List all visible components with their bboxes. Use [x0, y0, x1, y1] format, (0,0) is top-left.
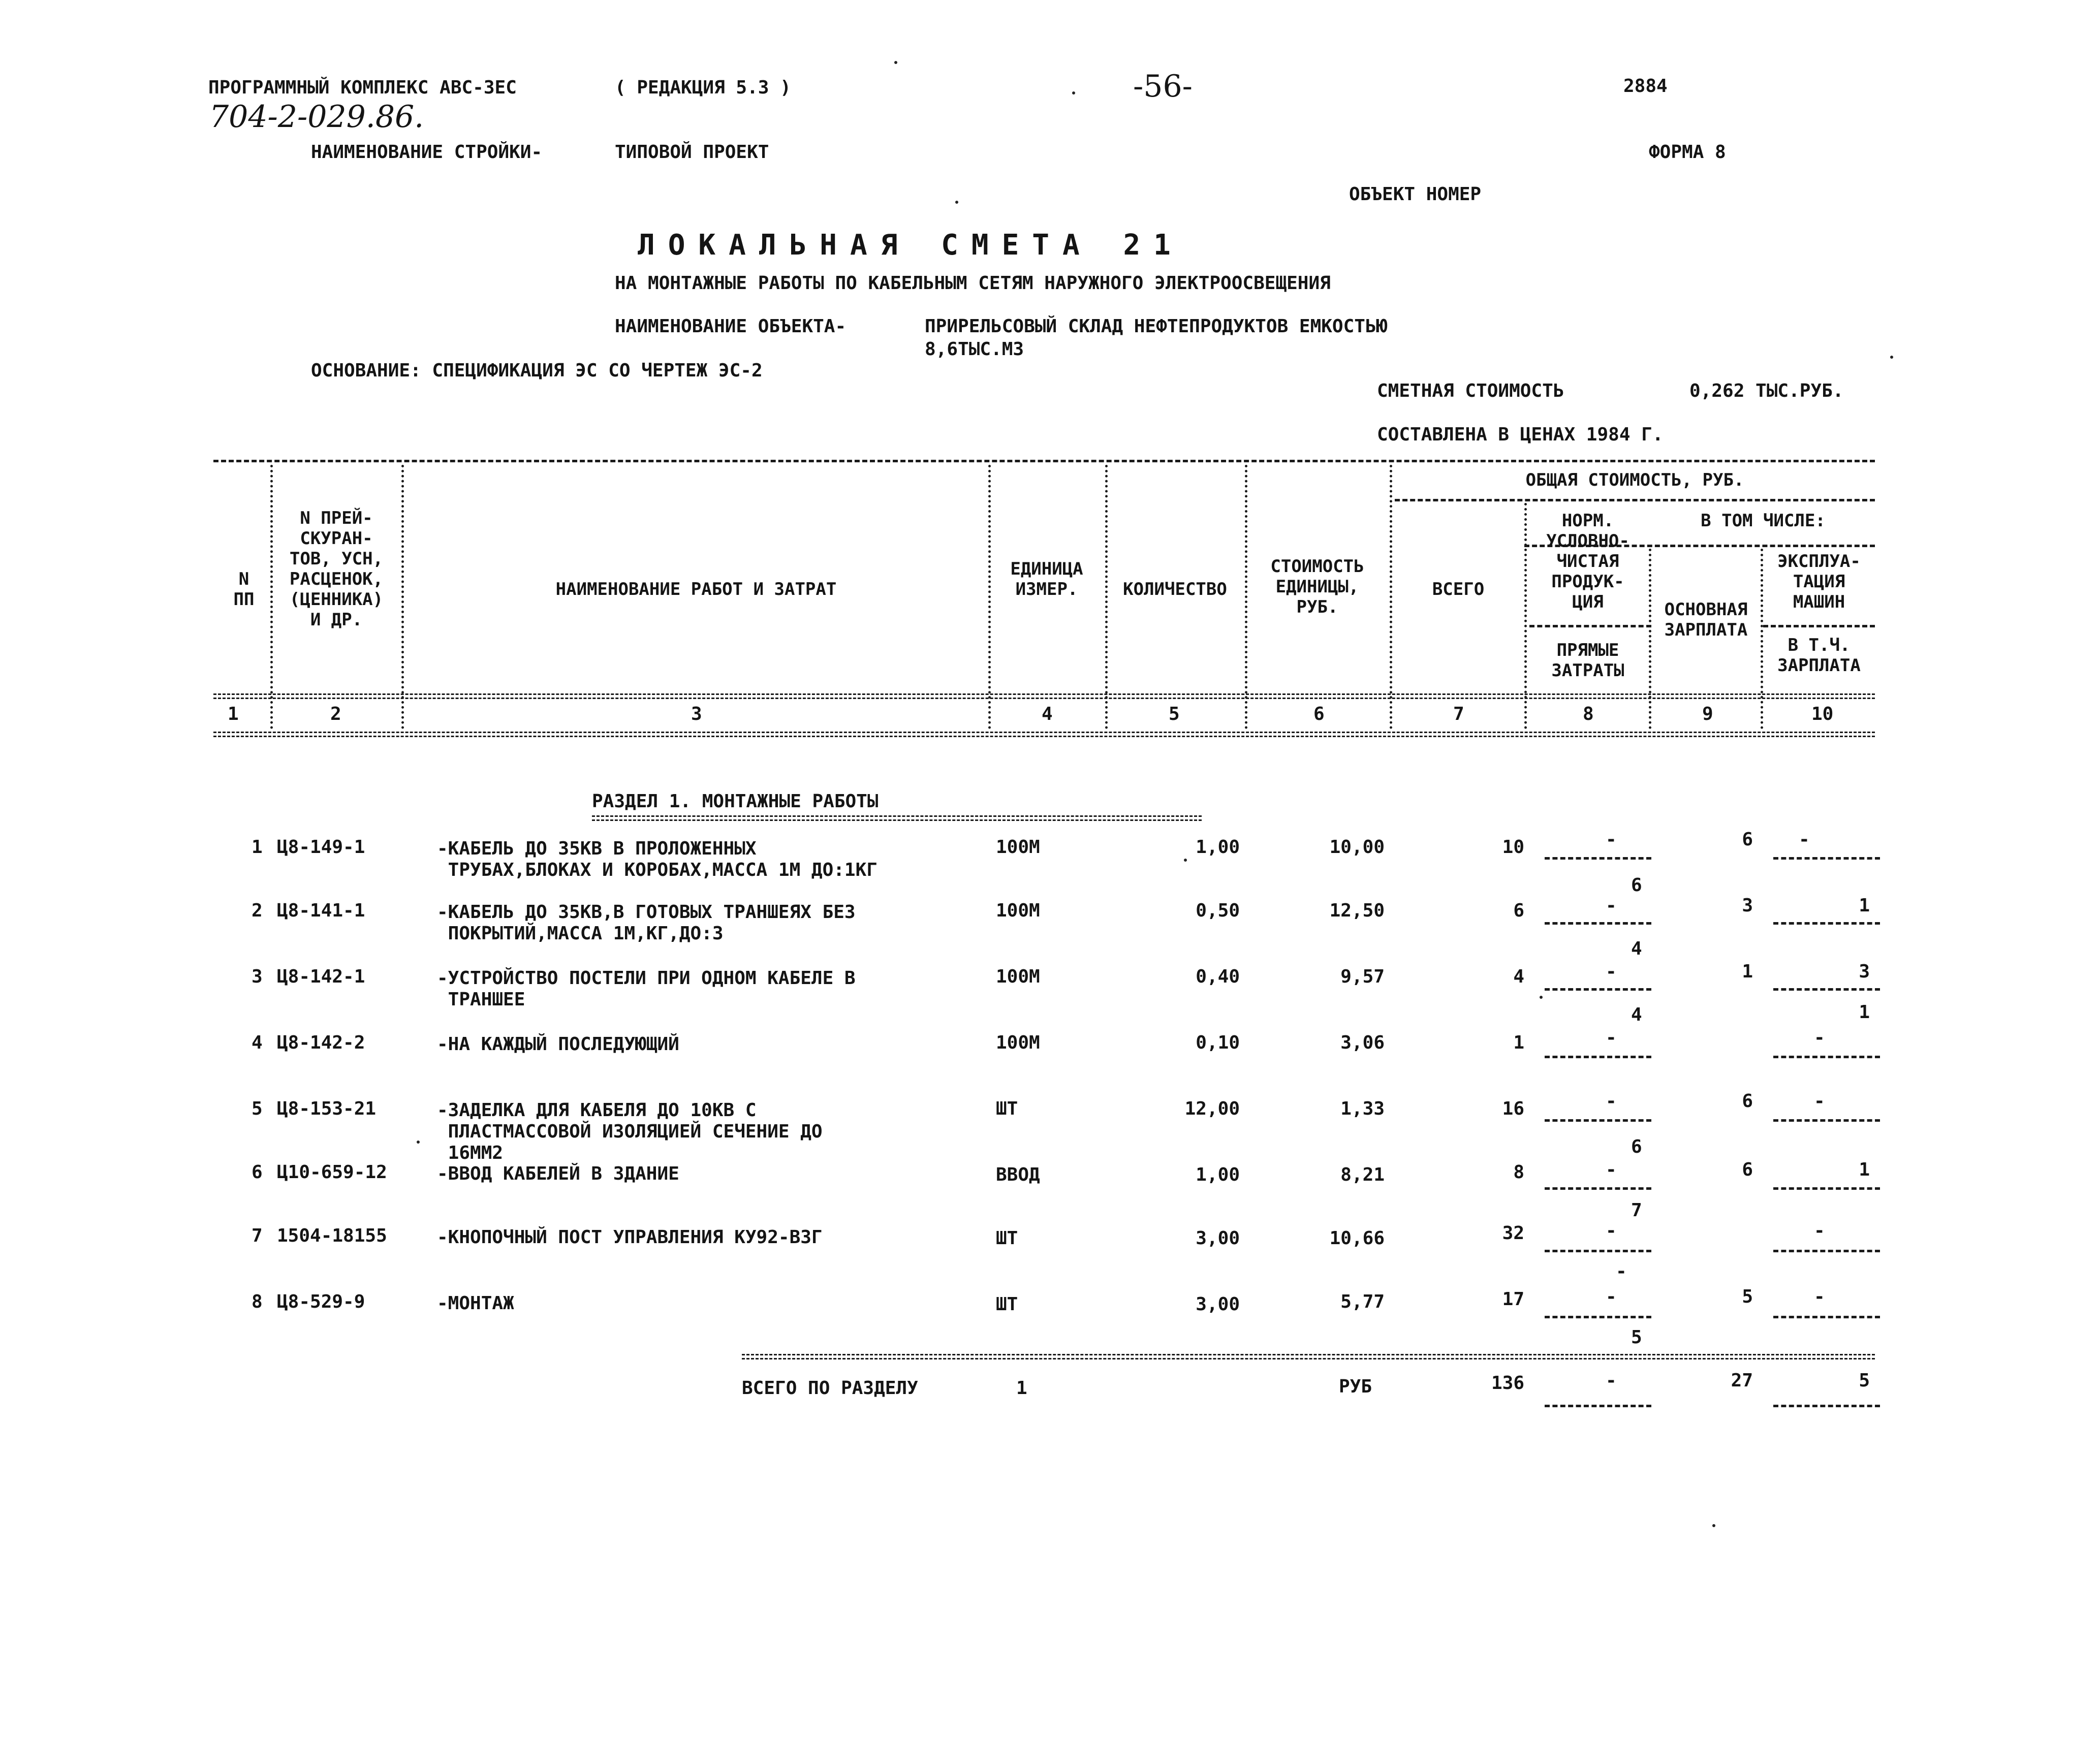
row-1-base-salary: 6	[1742, 829, 1753, 850]
section-total-machine-split-rule	[1773, 1405, 1880, 1407]
col-header-number: N ПП	[233, 569, 255, 610]
row-8-work-name: -МОНТАЖ	[437, 1293, 514, 1314]
scan-speck	[1072, 91, 1075, 94]
row-8-machine-split-rule	[1773, 1316, 1880, 1318]
row-2-work-name: -КАБЕЛЬ ДО 35КВ,В ГОТОВЫХ ТРАНШЕЯХ БЕЗ ПОКРЫТИЙ,МАССА 1М,КГ,ДО:3	[437, 902, 856, 944]
scan-speck	[417, 1141, 420, 1144]
row-3-total: 4	[1513, 966, 1524, 987]
object-number-label: ОБЪЕКТ НОМЕР	[1349, 184, 1482, 205]
object-name-label: НАИМЕНОВАНИЕ ОБЪЕКТА-	[615, 316, 847, 337]
row-6-work-name: -ВВОД КАБЕЛЕЙ В ЗДАНИЕ	[437, 1163, 679, 1184]
row-8-number: 8	[252, 1291, 263, 1312]
col-header-norm-net-product: НОРМ. УСЛОВНО- ЧИСТАЯ ПРОДУК- ЦИЯ	[1546, 511, 1629, 612]
col-divider-6	[1390, 465, 1392, 729]
row-1-direct-costs: 6	[1631, 875, 1642, 896]
row-3-number: 3	[252, 966, 263, 987]
row-6-unit-cost: 8,21	[1340, 1164, 1385, 1185]
row-2-machine-split-rule	[1773, 922, 1880, 925]
handwritten-project-code: 704-2-029.86.	[209, 99, 424, 135]
row-6-machine-split-rule	[1773, 1187, 1880, 1190]
row-3-code: Ц8-142-1	[277, 966, 365, 987]
section-total-split-rule	[1545, 1405, 1651, 1407]
row-3-net-product: -	[1606, 961, 1617, 982]
col-number-5: 5	[1169, 704, 1180, 724]
c10-split-rule	[1763, 625, 1875, 627]
row-2-unit-cost: 12,50	[1329, 900, 1385, 921]
scan-speck	[1540, 996, 1543, 999]
col-header-total: ВСЕГО	[1432, 579, 1485, 599]
row-7-split-rule	[1545, 1250, 1651, 1252]
row-8-net-product: -	[1606, 1286, 1617, 1307]
section-title-underline	[592, 815, 1202, 821]
row-2-unit: 100М	[996, 900, 1040, 921]
row-8-machine-operation: -	[1814, 1286, 1825, 1307]
row-5-code: Ц8-153-21	[277, 1098, 377, 1119]
scan-speck	[894, 61, 897, 64]
row-5-split-rule	[1545, 1119, 1651, 1122]
row-8-code: Ц8-529-9	[277, 1291, 365, 1312]
col-number-9: 9	[1702, 704, 1713, 724]
row-8-quantity: 3,00	[1196, 1294, 1240, 1315]
row-5-machine-operation: -	[1814, 1091, 1825, 1112]
program-edition: ( РЕДАКЦИЯ 5.3 )	[615, 77, 791, 98]
row-1-net-product: -	[1606, 829, 1617, 850]
row-4-machine-operation: -	[1814, 1027, 1825, 1048]
row-2-code: Ц8-141-1	[277, 900, 365, 921]
col-header-quantity: КОЛИЧЕСТВО	[1123, 579, 1227, 599]
section-total-number: 1	[1016, 1378, 1027, 1399]
col-header-including-group: В ТОМ ЧИСЛЕ:	[1701, 511, 1826, 531]
row-3-quantity: 0,40	[1196, 966, 1240, 987]
column-number-bottom-rule	[213, 732, 1875, 737]
header-bottom-rule	[213, 693, 1875, 699]
row-4-work-name: -НА КАЖДЫЙ ПОСЛЕДУЮЩИЙ	[437, 1034, 679, 1055]
row-8-unit-cost: 5,77	[1340, 1291, 1385, 1312]
row-7-direct-costs: -	[1616, 1261, 1627, 1282]
row-7-machine-operation: -	[1814, 1220, 1825, 1241]
row-4-number: 4	[252, 1032, 263, 1053]
row-8-split-rule	[1545, 1316, 1651, 1318]
row-2-quantity: 0,50	[1196, 900, 1240, 921]
row-1-machine-split-rule	[1773, 857, 1880, 860]
construction-name-value: ТИПОВОЙ ПРОЕКТ	[615, 142, 769, 163]
object-name-value-line1: ПРИРЕЛЬСОВЫЙ СКЛАД НЕФТЕПРОДУКТОВ ЕМКОСТЬЮ	[925, 316, 1388, 337]
row-5-unit-cost: 1,33	[1340, 1098, 1385, 1119]
row-7-net-product: -	[1606, 1220, 1617, 1241]
row-7-code: 1504-18155	[277, 1225, 387, 1246]
row-8-base-salary: 5	[1742, 1286, 1753, 1307]
table-top-rule	[213, 460, 1875, 462]
scan-speck	[1890, 356, 1893, 359]
row-2-number: 2	[252, 900, 263, 921]
section-total-label: ВСЕГО ПО РАЗДЕЛУ	[742, 1378, 918, 1399]
row-5-direct-costs: 6	[1631, 1136, 1642, 1157]
section-total-unit: РУБ	[1339, 1376, 1372, 1397]
row-7-work-name: -КНОПОЧНЫЙ ПОСТ УПРАВЛЕНИЯ КУ92-ВЗГ	[437, 1227, 823, 1248]
section-total-machine-operation: 5	[1859, 1370, 1870, 1391]
row-5-base-salary: 6	[1742, 1091, 1753, 1112]
col-header-work-name: НАИМЕНОВАНИЕ РАБОТ И ЗАТРАТ	[555, 579, 837, 599]
row-3-unit-cost: 9,57	[1340, 966, 1385, 987]
col-header-unit: ЕДИНИЦА ИЗМЕР.	[1010, 559, 1083, 599]
row-6-number: 6	[252, 1162, 263, 1183]
row-6-total: 8	[1513, 1162, 1524, 1183]
col-number-8: 8	[1583, 704, 1594, 724]
c8-split-rule	[1529, 625, 1651, 627]
col-number-10: 10	[1811, 704, 1834, 724]
row-6-direct-costs: 7	[1631, 1200, 1642, 1221]
scan-speck	[1712, 1524, 1715, 1527]
row-4-machine-split-rule	[1773, 1056, 1880, 1058]
row-6-split-rule	[1545, 1187, 1651, 1190]
row-2-base-salary: 3	[1742, 895, 1753, 916]
section-total-rule	[742, 1354, 1875, 1359]
row-3-machine-split-rule	[1773, 988, 1880, 991]
estimate-title: ЛОКАЛЬНАЯ СМЕТА 21	[638, 229, 1184, 262]
row-8-total: 17	[1502, 1289, 1524, 1310]
basis-text: ОСНОВАНИЕ: СПЕЦИФИКАЦИЯ ЭС СО ЧЕРТЕЖ ЭС-2	[311, 360, 763, 381]
row-1-machine-operation: -	[1799, 829, 1810, 850]
row-2-machine-operation: 1	[1859, 895, 1870, 916]
row-1-total: 10	[1502, 837, 1524, 858]
row-3-work-name: -УСТРОЙСТВО ПОСТЕЛИ ПРИ ОДНОМ КАБЕЛЕ В ТРАНШЕЕ	[437, 968, 856, 1010]
col-number-7: 7	[1453, 704, 1464, 724]
estimate-cost-value: 0,262 ТЫС.РУБ.	[1689, 381, 1844, 401]
col-number-3: 3	[691, 704, 702, 724]
row-2-total: 6	[1513, 900, 1524, 921]
row-4-total: 1	[1513, 1032, 1524, 1053]
col-header-incl-salary: В Т.Ч. ЗАРПЛАТА	[1777, 635, 1861, 676]
row-3-unit: 100М	[996, 966, 1040, 987]
row-1-quantity: 1,00	[1196, 837, 1240, 858]
row-6-base-salary: 6	[1742, 1159, 1753, 1180]
section-total-base-salary: 27	[1731, 1370, 1753, 1391]
row-3-direct-costs: 4	[1631, 1004, 1642, 1025]
row-5-machine-split-rule	[1773, 1119, 1880, 1122]
row-1-work-name: -КАБЕЛЬ ДО 35КВ В ПРОЛОЖЕННЫХ ТРУБАХ,БЛОКАХ И КОРОБАХ,МАССА 1М ДО:1КГ	[437, 838, 877, 880]
section-total-all: 136	[1491, 1373, 1524, 1394]
row-1-number: 1	[252, 837, 263, 858]
col-number-1: 1	[228, 704, 239, 724]
row-6-machine-operation: 1	[1859, 1159, 1870, 1180]
row-5-total: 16	[1502, 1098, 1524, 1119]
estimate-subject: НА МОНТАЖНЫЕ РАБОТЫ ПО КАБЕЛЬНЫМ СЕТЯМ НАРУЖНОГО ЭЛЕКТРООСВЕЩЕНИЯ	[615, 273, 1331, 294]
row-4-quantity: 0,10	[1196, 1032, 1240, 1053]
row-3-split-rule	[1545, 988, 1651, 991]
row-2-split-rule	[1545, 922, 1651, 925]
row-6-unit: ВВОД	[996, 1164, 1040, 1185]
row-4-unit: 100М	[996, 1032, 1040, 1053]
price-level-text: СОСТАВЛЕНА В ЦЕНАХ 1984 Г.	[1377, 424, 1664, 445]
col-divider-2	[401, 465, 404, 729]
row-1-unit-cost: 10,00	[1329, 837, 1385, 858]
row-7-total: 32	[1502, 1223, 1524, 1244]
scan-speck	[1184, 859, 1187, 862]
row-5-net-product: -	[1606, 1091, 1617, 1112]
row-8-unit: ШТ	[996, 1294, 1018, 1315]
row-5-number: 5	[252, 1098, 263, 1119]
form-number: ФОРМА 8	[1649, 142, 1726, 163]
row-2-net-product: -	[1606, 895, 1617, 916]
row-6-code: Ц10-659-12	[277, 1162, 387, 1183]
row-7-unit: ШТ	[996, 1228, 1018, 1249]
section-title: РАЗДЕЛ 1. МОНТАЖНЫЕ РАБОТЫ	[592, 791, 879, 812]
col-header-price-list: N ПРЕЙ- СКУРАН- ТОВ, УСН, РАСЦЕНОК, (ЦЕННИКА) И ДР.	[289, 508, 384, 630]
row-4-unit-cost: 3,06	[1340, 1032, 1385, 1053]
scan-speck	[955, 201, 958, 204]
row-5-unit: ШТ	[996, 1098, 1018, 1119]
program-name: ПРОГРАММНЫЙ КОМПЛЕКС АВС-ЗЕС	[208, 77, 517, 98]
row-4-code: Ц8-142-2	[277, 1032, 365, 1053]
document-code: 2884	[1623, 76, 1668, 97]
row-7-quantity: 3,00	[1196, 1228, 1240, 1249]
col-number-2: 2	[330, 704, 341, 724]
row-3-machine-operation: 3	[1859, 961, 1870, 982]
row-7-number: 7	[252, 1225, 263, 1246]
col-header-direct-costs: ПРЯМЫЕ ЗАТРАТЫ	[1551, 640, 1624, 681]
col-number-6: 6	[1313, 704, 1325, 724]
page-number: -56-	[1133, 69, 1193, 104]
col-number-4: 4	[1042, 704, 1053, 724]
row-4-net-product: -	[1606, 1027, 1617, 1048]
row-3-incl-salary: 1	[1859, 1002, 1870, 1023]
row-7-unit-cost: 10,66	[1329, 1228, 1385, 1249]
row-5-quantity: 12,00	[1184, 1098, 1240, 1119]
row-1-split-rule	[1545, 857, 1651, 860]
col-header-base-salary: ОСНОВНАЯ ЗАРПЛАТА	[1664, 599, 1748, 640]
row-1-unit: 100М	[996, 837, 1040, 858]
section-total-net-product: -	[1606, 1370, 1617, 1391]
row-6-net-product: -	[1606, 1159, 1617, 1180]
row-3-base-salary: 1	[1742, 961, 1753, 982]
row-2-direct-costs: 4	[1631, 938, 1642, 959]
total-group-rule	[1395, 499, 1875, 501]
row-1-code: Ц8-149-1	[277, 837, 365, 858]
row-8-direct-costs: 5	[1631, 1327, 1642, 1348]
row-6-quantity: 1,00	[1196, 1164, 1240, 1185]
row-7-machine-split-rule	[1773, 1250, 1880, 1252]
col-header-unit-cost: СТОИМОСТЬ ЕДИНИЦЫ, РУБ.	[1270, 556, 1364, 617]
row-4-split-rule	[1545, 1056, 1651, 1058]
col-header-machine-operation: ЭКСПЛУА- ТАЦИЯ МАШИН	[1777, 551, 1861, 612]
estimate-cost-label: СМЕТНАЯ СТОИМОСТЬ	[1377, 381, 1564, 401]
object-name-value-line2: 8,6ТЫС.М3	[925, 339, 1024, 360]
construction-name-label: НАИМЕНОВАНИЕ СТРОЙКИ-	[311, 142, 543, 163]
row-5-work-name: -ЗАДЕЛКА ДЛЯ КАБЕЛЯ ДО 10КВ С ПЛАСТМАССОВОЙ ИЗОЛЯЦИЕЙ СЕЧЕНИЕ ДО 16ММ2	[437, 1100, 823, 1163]
col-header-total-group: ОБЩАЯ СТОИМОСТЬ, РУБ.	[1525, 470, 1744, 490]
